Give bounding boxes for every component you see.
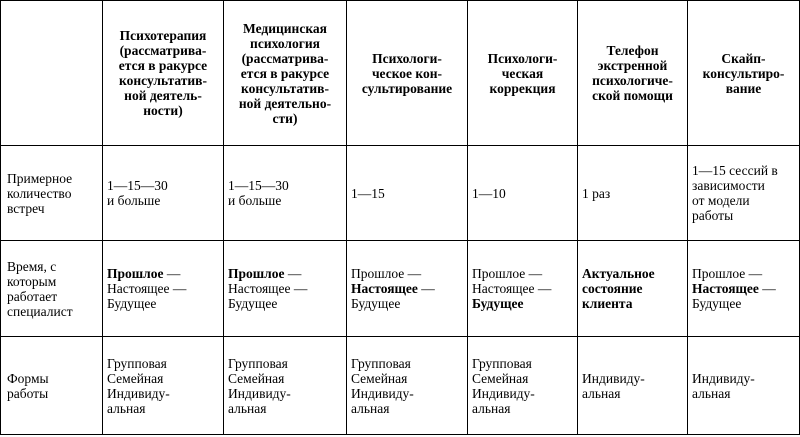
table-row (1, 337, 800, 435)
col-header-psychotherapy: Психотерапия (рассматрива- ется в ракурсе консультатив- ной деятель- ности) (103, 1, 224, 146)
table-cell: 1—10 (468, 146, 578, 241)
table-row (1, 241, 800, 337)
row-label-meetings: Примерное количество встреч (1, 146, 103, 241)
table-cell: 1—15—30 и больше (224, 146, 347, 241)
past-label: Прошлое (228, 266, 285, 281)
future-label: Будущее (692, 296, 742, 311)
future-label: Будущее (472, 296, 524, 311)
current-label: Актуальное (582, 266, 655, 281)
table-row (1, 146, 800, 241)
row-label-time: Время, с которым работает специалист (1, 241, 103, 337)
table-cell (224, 241, 347, 337)
past-label: Прошлое — (351, 266, 422, 281)
table-cell (103, 241, 224, 337)
dash: — (284, 266, 302, 281)
col-header-psych-counseling: Психологи- ческое кон- сультирование (347, 1, 468, 146)
row-label-forms: Формы работы (1, 337, 103, 435)
past-label: Прошлое — (692, 266, 763, 281)
client-label: клиента (582, 296, 633, 311)
present-label: Настоящее (351, 281, 418, 296)
table-cell (688, 241, 800, 337)
table-cell: Индивиду- альная (578, 337, 688, 435)
corner-cell (1, 1, 103, 146)
present-label: Настоящее — (107, 281, 187, 296)
table-cell: Индивиду- альная (688, 337, 800, 435)
table-cell: Групповая Семейная Индивиду- альная (347, 337, 468, 435)
future-label: Будущее (351, 296, 401, 311)
table-cell: 1—15 сессий в зависимости от модели работы (688, 146, 800, 241)
table-cell (578, 241, 688, 337)
present-label: Настоящее — (472, 281, 552, 296)
col-header-skype: Скайп- консультиро- вание (688, 1, 800, 146)
present-label: Настоящее — (228, 281, 308, 296)
col-header-helpline: Телефон экстренной психологиче- ской помощи (578, 1, 688, 146)
col-header-medical-psychology: Медицинская психология (рассматрива- ется в ракурсе консультатив- ной деятельно- сти) (224, 1, 347, 146)
present-label: Настоящее (692, 281, 759, 296)
table-cell (468, 241, 578, 337)
table-cell: 1—15—30 и больше (103, 146, 224, 241)
table-cell: 1—15 (347, 146, 468, 241)
table-cell: Групповая Семейная Индивиду- альная (468, 337, 578, 435)
future-label: Будущее (107, 296, 157, 311)
dash: — (417, 281, 435, 296)
table-cell: 1 раз (578, 146, 688, 241)
table-cell (347, 241, 468, 337)
past-label: Прошлое (107, 266, 164, 281)
col-header-psych-correction: Психологи- ческая коррекция (468, 1, 578, 146)
dash: — (163, 266, 181, 281)
future-label: Будущее (228, 296, 278, 311)
table-cell: Групповая Семейная Индивиду- альная (224, 337, 347, 435)
header-row (1, 1, 800, 146)
table-cell: Групповая Семейная Индивиду- альная (103, 337, 224, 435)
past-label: Прошлое — (472, 266, 543, 281)
dash: — (758, 281, 776, 296)
state-label: состояние (582, 281, 643, 296)
